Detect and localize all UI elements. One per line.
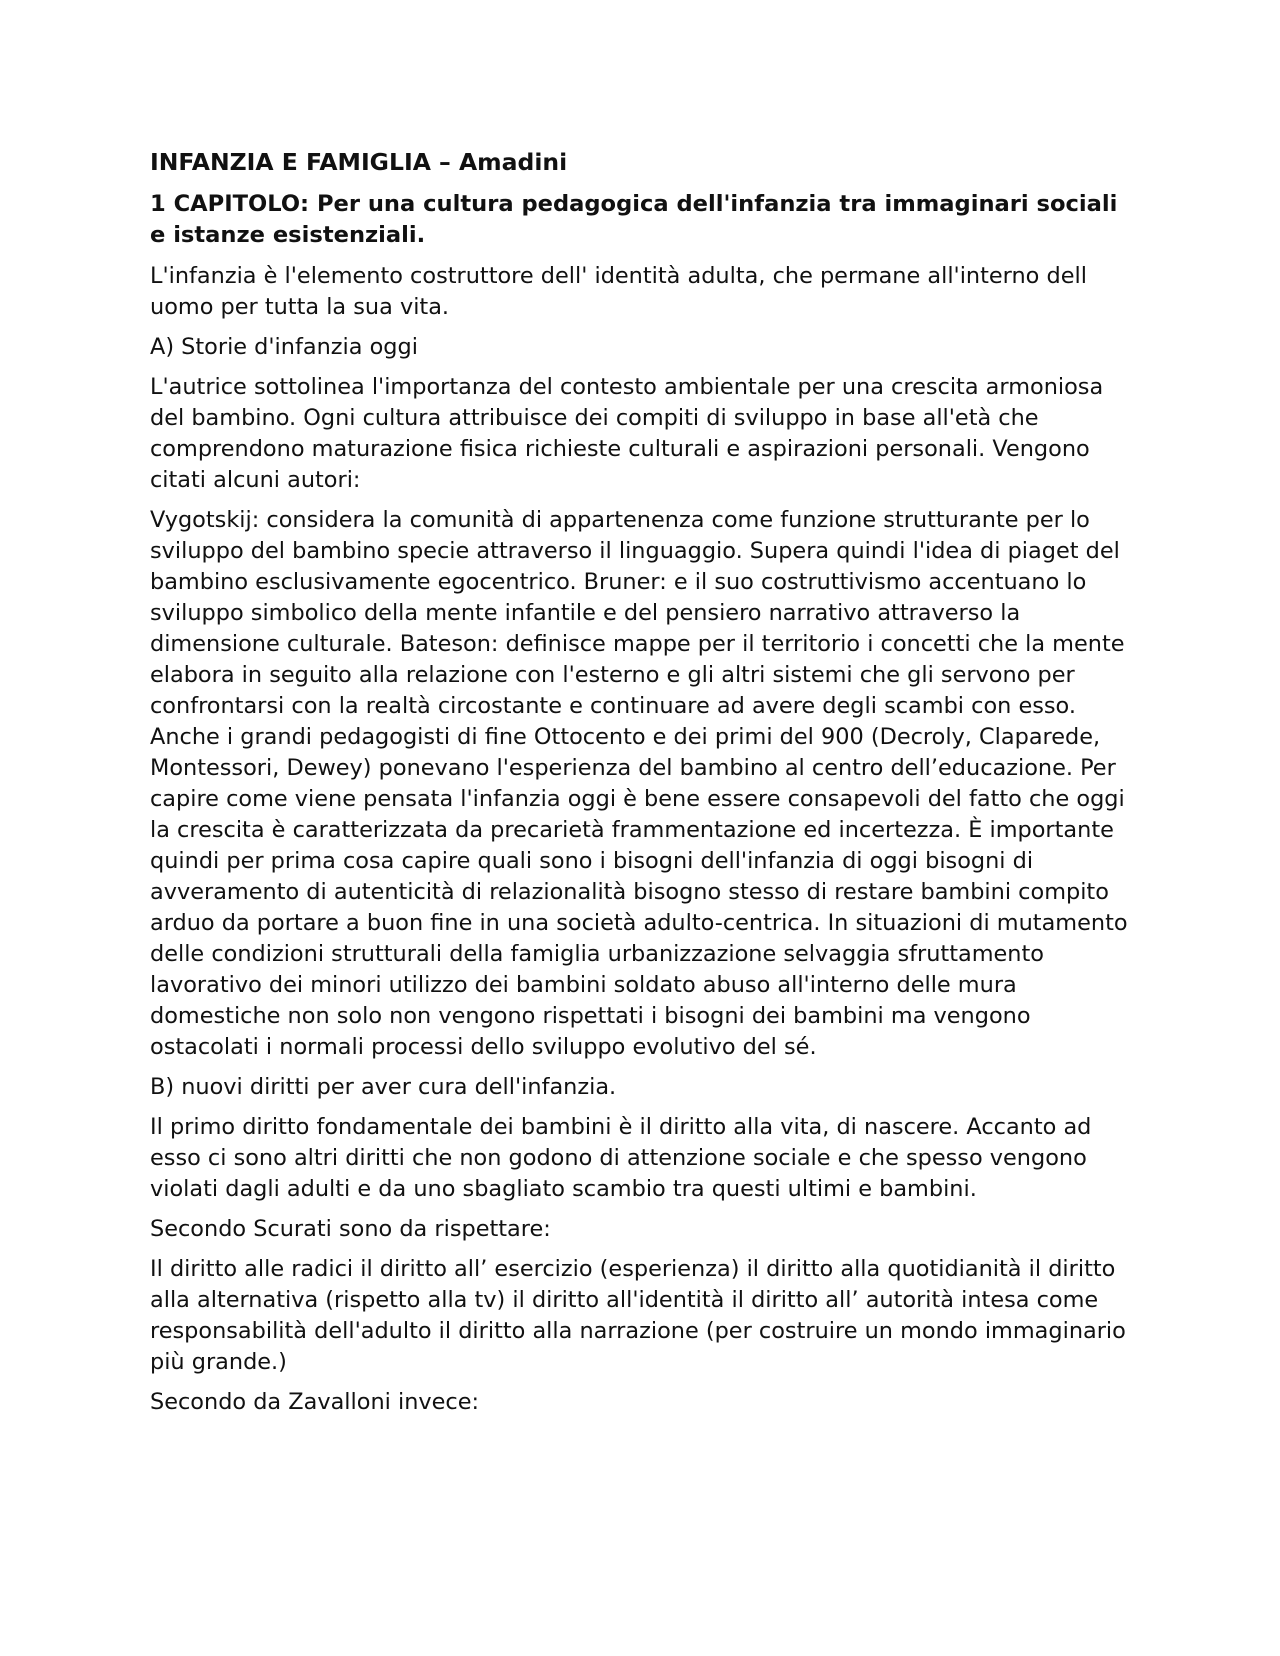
paragraph-zavalloni-intro: Secondo da Zavalloni invece: <box>150 1389 480 1415</box>
document-page <box>150 145 1140 1427</box>
paragraph-authors: Vygotskij: considera la comunità di appartenenza come funzione strutturante per lo sviluppo del bambino specie attraverso il linguaggio. Supera quindi l'idea di piaget del bambino esclusivamente egocentrico. Bruner: e il suo costruttivismo accentuano lo sviluppo simbolico della mente infantile e del pensiero narrativo attraverso la dimensione culturale. Bateson: definisce mappe per il territorio i concetti che la mente elabora in seguito alla relazione con l'esterno e gli altri sistemi che gli servono per confrontarsi con la realtà circostante e continuare ad avere degli scambi con esso. Anche i grandi pedagogisti di fine Ottocento e dei primi del 900 (Decroly, Claparede, Montessori, Dewey) ponevano l'esperienza del bambino al centro dell’educazione. Per capire come viene pensata l'infanzia oggi è bene essere consapevoli del fatto che oggi la crescita è caratterizzata da precarietà frammentazione ed incertezza. È importante quindi per prima cosa capire quali sono i bisogni dell'infanzia di oggi bisogni di avveramento di autenticità di relazionalità bisogno stesso di restare bambini compito arduo da portare a buon fine in una società adulto-centrica. In situazioni di mutamento delle condizioni strutturali della famiglia urbanizzazione selvaggia sfruttamento lavorativo dei minori utilizzo dei bambini soldato abuso all'interno delle mura domestiche non solo non vengono rispettati i bisogni dei bambini ma vengono ostacolati i normali processi dello sviluppo evolutivo del sé. <box>150 507 1128 1060</box>
paragraph-scurati-rights: Il diritto alle radici il diritto all’ esercizio (esperienza) il diritto alla quotidianità il diritto alla alternativa (rispetto alla tv) il diritto all'identità il diritto all’ autorità intesa come responsabilità dell'adulto il diritto alla narrazione (per costruire un mondo immaginario più grande.) <box>150 1256 1126 1375</box>
paragraph-rights: Il primo diritto fondamentale dei bambini è il diritto alla vita, di nascere. Accanto ad esso ci sono altri diritti che non godono di attenzione sociale e che spesso vengono violati dagli adulti e da uno sbagliato scambio tra questi ultimi e bambini. <box>150 1114 1092 1202</box>
section-heading-a: A) Storie d'infanzia oggi <box>150 334 418 360</box>
paragraph-scurati-intro: Secondo Scurati sono da rispettare: <box>150 1216 551 1242</box>
paragraph-context: L'autrice sottolinea l'importanza del contesto ambientale per una crescita armoniosa del bambino. Ogni cultura attribuisce dei compiti di sviluppo in base all'età che comprendono maturazione fisica richieste culturali e aspirazioni personali. Vengono citati alcuni autori: <box>150 374 1104 493</box>
paragraph-intro: L'infanzia è l'elemento costruttore dell' identità adulta, che permane all'interno dell uomo per tutta la sua vita. <box>150 263 1087 320</box>
chapter-heading: 1 CAPITOLO: Per una cultura pedagogica dell'infanzia tra immaginari sociali e istanze esistenziali. <box>150 191 1118 248</box>
section-heading-b: B) nuovi diritti per aver cura dell'infanzia. <box>150 1074 617 1100</box>
document-title: INFANZIA E FAMIGLIA – Amadini <box>150 148 568 176</box>
